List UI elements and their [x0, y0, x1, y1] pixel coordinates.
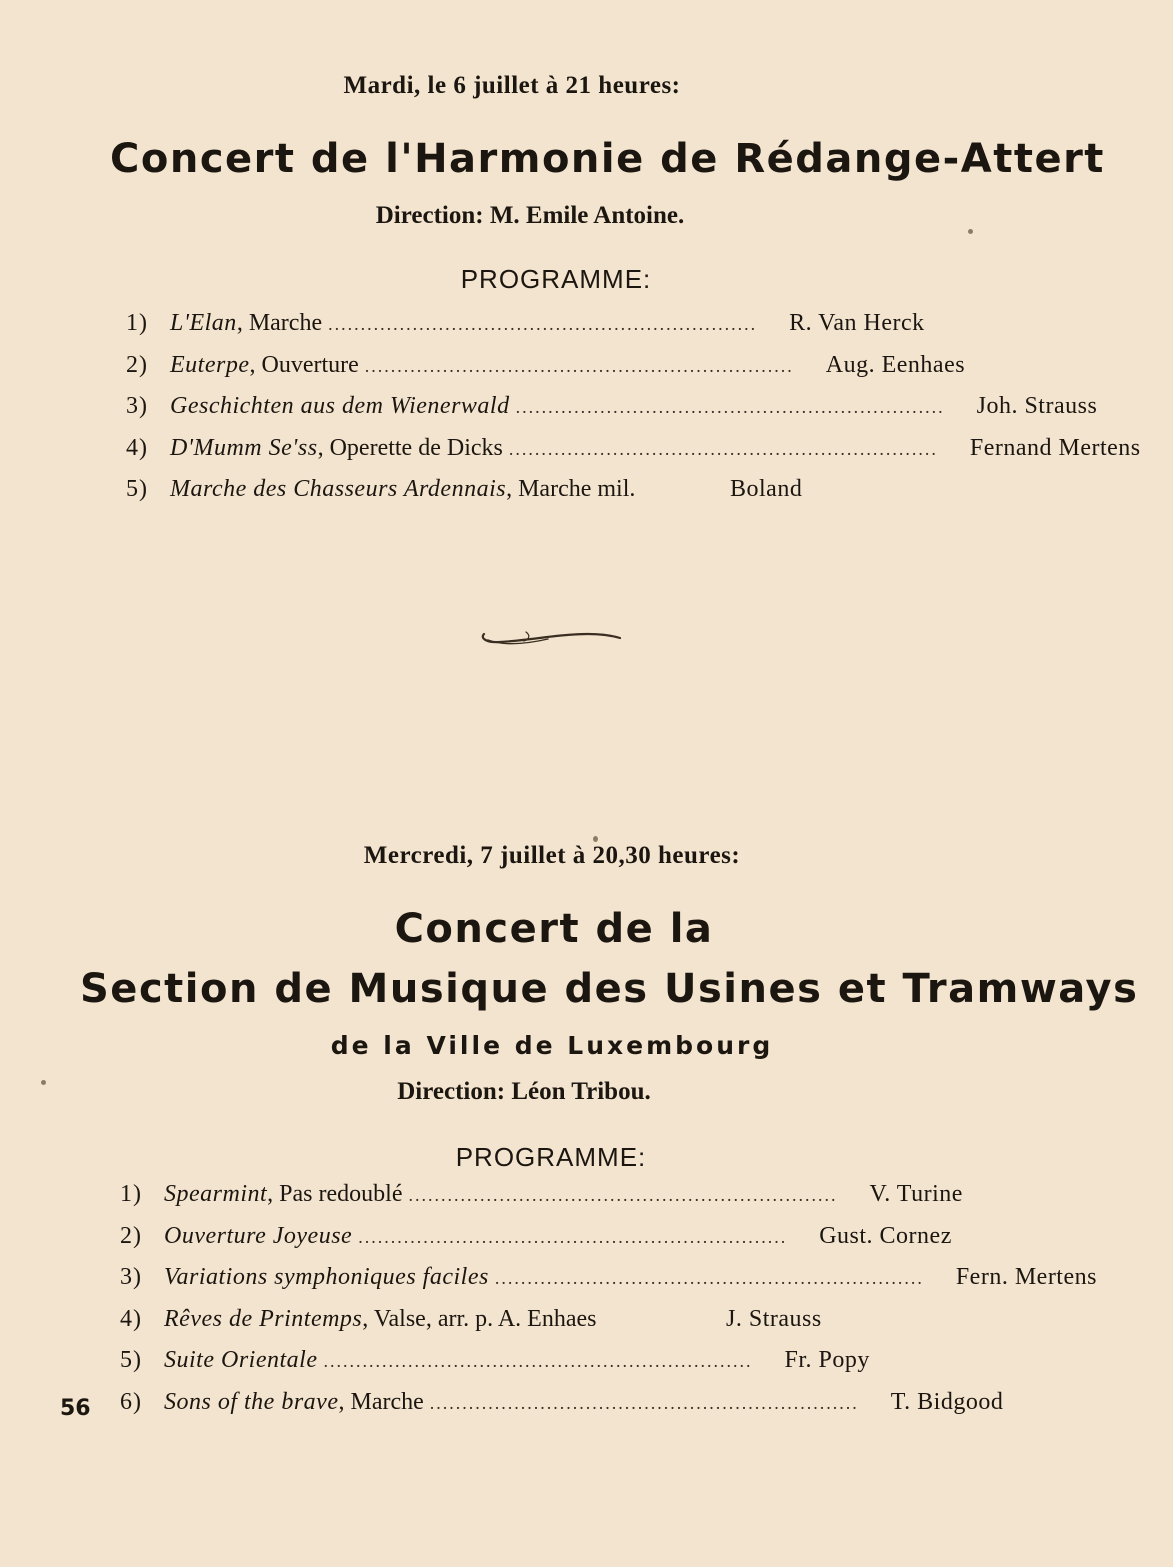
concert2-program-heading: PROGRAMME: [455, 1142, 647, 1172]
item-number: 6) [120, 1388, 142, 1415]
concert1-date: Mardi, le 6 juillet à 21 heures: [343, 72, 681, 99]
swash-divider-icon [478, 626, 628, 654]
program-item [120, 1222, 952, 1265]
concert1-direction: Direction: M. Emile Antoine. [375, 202, 685, 229]
item-composer: Fernand Mertens [969, 434, 1141, 461]
item-piece [170, 310, 322, 337]
item-title: Suite Orientale [164, 1347, 318, 1374]
item-piece [164, 1306, 596, 1333]
item-title: Variations symphoniques faciles [164, 1264, 489, 1291]
paper-speck [41, 1080, 46, 1085]
concert1-program-heading: PROGRAMME: [460, 264, 652, 294]
item-title: L'Elan [170, 310, 237, 336]
item-number: 1) [120, 1181, 142, 1207]
item-number: 3) [120, 1264, 142, 1291]
dot-leader: .................................................................. [494, 1268, 924, 1289]
dot-leader: .................................................................. [323, 1351, 753, 1372]
item-composer: R. Van Herck [789, 310, 925, 336]
item-composer: Fr. Popy [784, 1347, 870, 1374]
item-title: Rêves de Printemps [164, 1305, 363, 1332]
item-title: Euterpe [170, 351, 250, 378]
item-suffix: , Marche [338, 1388, 424, 1415]
dot-leader: .................................................................. [408, 1185, 838, 1205]
concert2-date: Mercredi, 7 juillet à 20,30 heures: [363, 842, 741, 869]
item-piece [164, 1181, 402, 1208]
program-item [126, 434, 1141, 477]
item-piece [170, 393, 510, 420]
item-piece [170, 352, 359, 379]
item-title: D'Mumm Se'ss [170, 434, 318, 461]
item-title: Sons of the brave [164, 1388, 339, 1415]
program-item [126, 351, 966, 394]
concert2-title-line2: Section de Musique des Usines et Tramways [80, 966, 1139, 1012]
concert1-program-list [126, 310, 1141, 518]
item-piece [164, 1264, 489, 1291]
concert2-program-list [120, 1181, 1097, 1431]
item-number: 5) [120, 1347, 142, 1374]
dot-leader: .................................................................. [515, 397, 945, 418]
item-title: Marche des Chasseurs Ardennais [170, 476, 507, 503]
item-number: 2) [126, 351, 148, 378]
paper-speck [593, 836, 598, 842]
paper-speck [968, 229, 973, 234]
item-piece [170, 435, 503, 462]
program-item [120, 1388, 1004, 1431]
dot-leader: .................................................................. [508, 438, 938, 459]
item-composer: V. Turine [869, 1181, 963, 1207]
item-number: 4) [120, 1305, 142, 1332]
item-number: 4) [126, 434, 148, 461]
program-item [126, 310, 926, 352]
program-item [120, 1181, 963, 1223]
item-number: 5) [126, 476, 148, 503]
item-piece [164, 1389, 424, 1416]
program-item [120, 1306, 890, 1348]
program-item [120, 1347, 890, 1389]
item-suffix: , Operette de Dicks [317, 434, 503, 461]
item-composer: Joh. Strauss [976, 393, 1098, 420]
item-composer: J. Strauss [726, 1305, 822, 1332]
dot-leader: .................................................................. [358, 1226, 788, 1247]
item-suffix: , Marche mil. [506, 476, 636, 503]
item-suffix: , Valse, arr. p. A. Enhaes [362, 1305, 597, 1332]
program-item [126, 393, 1098, 435]
concert2-title-line1: Concert de la [394, 906, 714, 952]
item-number: 3) [126, 393, 148, 420]
item-title: Geschichten aus dem Wienerwald [170, 393, 510, 420]
concert2-direction: Direction: Léon Tribou. [397, 1078, 651, 1105]
page-number: 56 [60, 1396, 91, 1421]
concert1-title: Concert de l'Harmonie de Rédange-Attert [110, 136, 1105, 182]
item-composer: Boland [730, 476, 803, 503]
item-composer: Gust. Cornez [819, 1222, 952, 1249]
item-number: 2) [120, 1222, 142, 1249]
item-composer: T. Bidgood [890, 1388, 1004, 1415]
item-suffix: , Pas redoublé [267, 1181, 403, 1207]
item-piece [164, 1223, 352, 1250]
item-suffix: , Ouverture [249, 351, 359, 378]
dot-leader: .................................................................. [328, 314, 758, 334]
item-number: 1) [126, 310, 148, 336]
concert2-subtitle: de la Ville de Luxembourg [330, 1031, 774, 1060]
item-piece [164, 1347, 317, 1374]
program-item [126, 476, 926, 518]
dot-leader: .................................................................. [364, 355, 794, 376]
dot-leader: .................................................................. [429, 1392, 859, 1413]
item-title: Ouverture Joyeuse [164, 1222, 353, 1249]
program-item [120, 1264, 1097, 1306]
item-suffix: , Marche [236, 310, 323, 336]
item-composer: Aug. Eenhaes [825, 351, 966, 378]
item-title: Spearmint [164, 1181, 268, 1207]
item-piece [170, 476, 635, 503]
item-composer: Fern. Mertens [955, 1264, 1097, 1291]
